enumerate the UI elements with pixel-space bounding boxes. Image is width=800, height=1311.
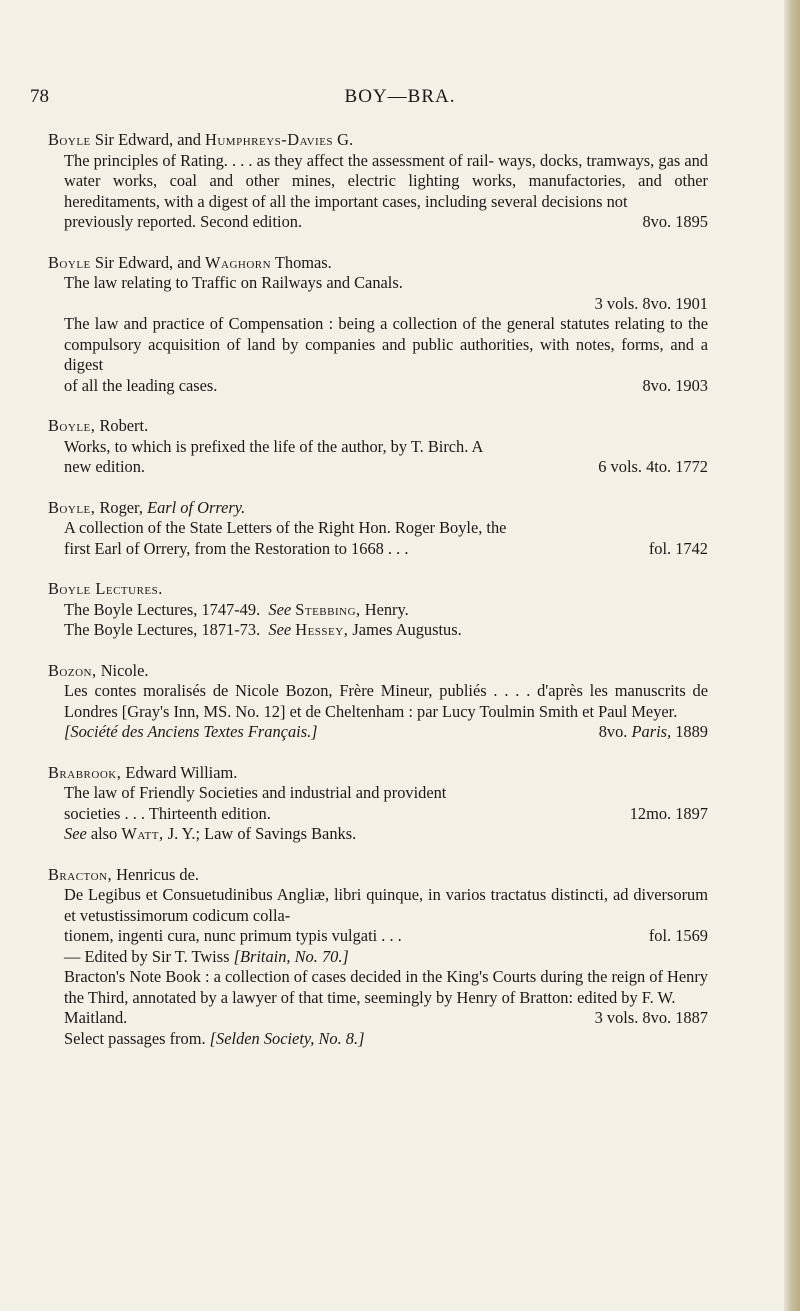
catalogue-entry [48,130,708,233]
author-title: Earl of Orrery. [147,497,246,517]
author-surname: Bracton, [48,864,113,884]
work-title: — Edited by Sir T. Twiss [64,946,230,966]
work-title: The Boyle Lectures, 1871-73. [64,620,261,639]
author-surname: Boyle Lectures. [48,579,163,598]
work-title-end: societies . . . Thirteenth edition. [64,803,271,823]
work-item [48,518,708,559]
imprint [599,722,708,743]
series-note: [Selden Society, No. 8.] [209,1028,365,1048]
see-also-text: also [86,824,122,843]
imprint: fol. 1742 [648,538,708,558]
page-number: 78 [30,86,49,107]
work-item [48,885,708,947]
work-title-end: of all the leading cases. [64,375,218,395]
coauthor-name: G. [333,130,354,149]
series-note: [Société des Anciens Textes Français.] [64,722,318,741]
work-item [48,947,708,968]
work-item [48,273,708,314]
entry-heading [48,416,708,437]
author-name: Roger, [95,497,148,517]
see-reference: See [268,599,292,619]
work-item [48,437,708,478]
imprint: 8vo. 1895 [642,212,708,231]
entry-heading [48,661,708,682]
author-name: Sir Edward, and [90,252,206,272]
imprint-year: 1889 [675,722,708,741]
author-name: Edward William. [121,762,238,782]
coauthor-surname: Waghorn [205,252,272,272]
work-item [48,314,708,396]
reference-name: James Augustus. [348,620,462,639]
work-title-end: tionem, ingenti cura, nunc primum typis vulgati . . . [64,926,402,945]
catalogue-entry [48,416,708,478]
work-title-end: Maitland. [64,1008,128,1027]
work-item [48,600,708,621]
coauthor-name: Thomas. [271,252,332,272]
author-surname: Bozon, [48,660,97,680]
imprint-place: Paris, [631,722,672,741]
work-item [48,681,708,743]
entry-heading [48,253,708,274]
work-title-end: previously reported. Second edition. [64,212,303,231]
author-surname: Boyle [48,252,91,272]
reference-surname: Stebbing, [295,599,361,619]
work-title: The law and practice of Compensation : being a collection of the general statutes relating to the compulsory acquisition of land by companies and public authorities, with notes, forms, and a digest [64,314,708,374]
catalogue-entry [48,579,708,641]
entry-heading [48,579,708,600]
catalogue-entries [48,130,708,1069]
entry-heading [48,763,708,784]
imprint: 6 vols. 4to. 1772 [598,457,708,476]
work-title: Bracton's Note Book : a collection of cases decided in the King's Courts during the reign of Henry the Third, annotated by a lawyer of that time, seemingly by Henry of Bratton: edited by F. W. [64,967,708,1007]
author-surname: Boyle [48,130,91,149]
coauthor-surname: Humphreys-Davies [205,130,334,149]
reference-surname: Hessey, [295,620,349,639]
see-reference: See [268,620,292,639]
entry-heading [48,130,708,151]
reference-name: J. Y.; Law of Savings Banks. [163,824,357,843]
work-title: Works, to which is prefixed the life of the author, by T. Birch. A [64,436,484,456]
imprint: 8vo. 1903 [642,375,708,395]
work-item [48,1029,708,1050]
work-title: The law relating to Traffic on Railways and Canals. [64,273,403,292]
page-header [0,86,800,114]
imprint-format: 8vo. [598,722,628,741]
work-item [48,967,708,1029]
work-title-end: new edition. [64,457,146,476]
work-title: A collection of the State Letters of the Right Hon. Roger Boyle, the [64,518,507,537]
catalogue-entry [48,498,708,560]
work-item [48,783,708,824]
series-note: [Britain, No. 70.] [233,946,349,966]
see-reference: See [64,824,87,843]
catalogue-entry [48,763,708,845]
imprint: fol. 1569 [648,926,708,945]
author-name: Robert. [95,416,149,435]
work-title: De Legibus et Consuetudinibus Angliæ, libri quinque, in varios tractatus distincti, ad diversorum et vetustissimorum codicum colla- [64,885,708,925]
see-also-item [48,824,708,845]
author-surname: Boyle, [48,416,96,435]
imprint: 3 vols. 8vo. 1901 [594,293,708,313]
work-title: The law of Friendly Societies and industrial and provident [64,783,447,802]
work-item [48,620,708,641]
author-surname: Boyle, [48,497,96,517]
author-name: Nicole. [96,660,149,680]
running-head: BOY—BRA. [344,86,456,107]
work-title: The Boyle Lectures, 1747-49. [64,599,261,619]
work-item [48,151,708,233]
work-title: Select passages from. [64,1028,206,1048]
catalogue-entry [48,865,708,1050]
reference-surname: Watt, [121,824,164,843]
author-name: Henricus de. [112,864,199,884]
catalogue-entry [48,661,708,743]
entry-heading [48,865,708,886]
entry-heading [48,498,708,519]
work-title: The principles of Rating. . . . as they affect the assessment of rail- ways, docks, tramways, gas and water works, coal and other mines, electric lighting works, manufactories, and other hereditaments, with a digest of all the important cases, including several decisions not [64,150,708,211]
reference-name: Henry. [360,599,409,619]
page-edge [784,0,800,1311]
author-surname: Brabrook, [48,762,122,782]
imprint: 3 vols. 8vo. 1887 [594,1008,708,1027]
imprint: 12mo. 1897 [629,803,708,823]
catalogue-entry [48,253,708,397]
author-name: Sir Edward, and [90,130,206,149]
work-title: Les contes moralisés de Nicole Bozon, Frère Mineur, publiés . . . . d'après les manuscrits de Londres [Gray's Inn, MS. No. 12] et de Cheltenham : par Lucy Toulmin Smith et Paul Meyer. [64,681,708,721]
work-title-end: first Earl of Orrery, from the Restoration to 1668 . . . [64,538,409,558]
